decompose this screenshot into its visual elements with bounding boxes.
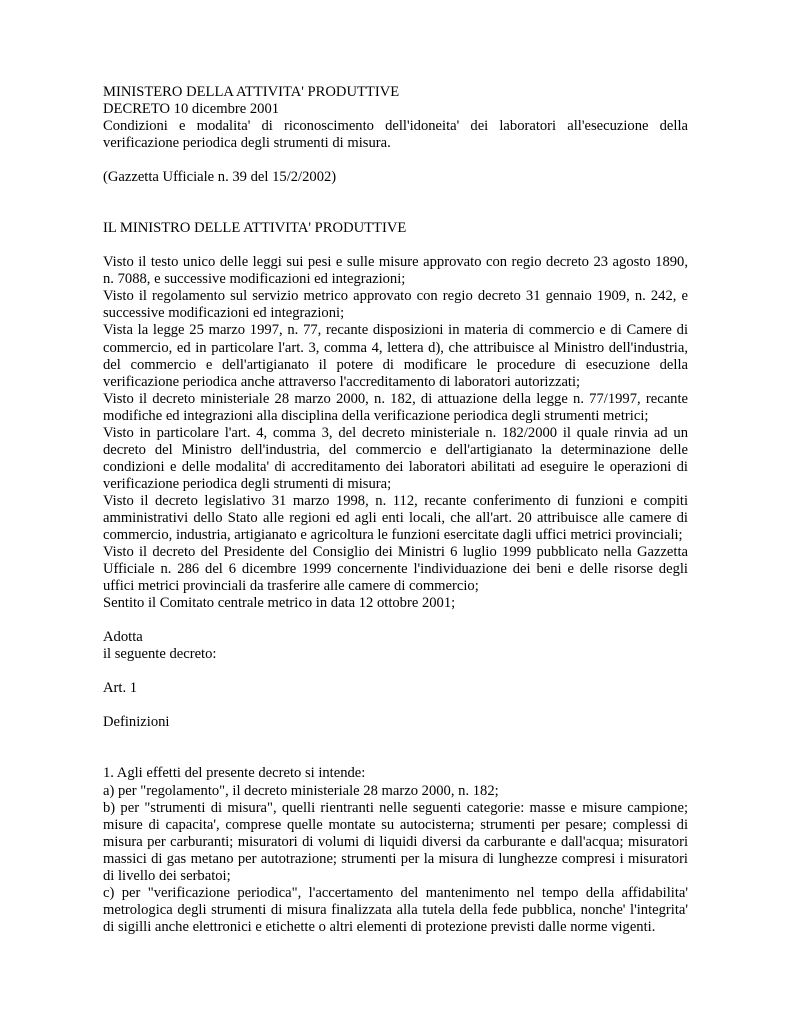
issuer-heading: IL MINISTRO DELLE ATTIVITA' PRODUTTIVE: [103, 220, 407, 237]
preamble-paragraph: Visto il decreto del Presidente del Consiglio dei Ministri 6 luglio 1999 pubblicato nella Gazzetta Ufficiale n. 286 del 6 dicembre 1999 concernente l'individuazione dei beni e delle risorse degli uffici metrici provinciali da trasferire alle camere di commercio;: [103, 544, 688, 595]
following-decree-text: il seguente decreto:: [103, 646, 217, 663]
preamble-paragraph: Sentito il Comitato centrale metrico in data 12 ottobre 2001;: [103, 595, 456, 612]
decree-date: DECRETO 10 dicembre 2001: [103, 101, 280, 118]
preamble-paragraph: Visto il decreto legislativo 31 marzo 1998, n. 112, recante conferimento di funzioni e compiti amministrativi dello Stato alle regioni ed agli enti locali, che all'art. 20 attribuisce alle camere di commercio, industria, artigianato e agricoltura le funzioni esercitate dagli uffici metrici provinciali;: [103, 492, 688, 544]
gazette-reference: (Gazzetta Ufficiale n. 39 del 15/2/2002): [103, 169, 337, 186]
article-intro: 1. Agli effetti del presente decreto si intende:: [103, 765, 366, 782]
article-title: Definizioni: [103, 714, 170, 731]
decree-subject: Condizioni e modalita' di riconoscimento dell'idoneita' dei laboratori all'esecuzione della verificazione periodica degli strumenti di misura.: [103, 118, 688, 152]
adopts-text: Adotta: [103, 629, 143, 646]
document-page: [103, 84, 688, 936]
definition-item: a) per "regolamento", il decreto ministeriale 28 marzo 2000, n. 182;: [103, 782, 499, 799]
preamble-paragraph: Visto il decreto ministeriale 28 marzo 2000, n. 182, di attuazione della legge n. 77/1997, recante modifiche ed integrazioni alla disciplina della verificazione periodica degli strumenti metrici;: [103, 390, 688, 424]
definition-item: c) per "verificazione periodica", l'accertamento del mantenimento nel tempo della affidabilita' metrologica degli strumenti di misura finalizzata alla tutela della fede pubblica, nonche' l'integrita' di sigilli anche elettronici e etichette o altri elementi di protezione previsti dalle norme vigenti.: [103, 884, 688, 935]
preamble-paragraph: Visto in particolare l'art. 4, comma 3, del decreto ministeriale n. 182/2000 il quale rinvia ad un decreto del Ministro dell'industria, del commercio e dell'artigianato la determinazione delle condizioni e delle modalita' di accreditamento dei laboratori abilitati ad eseguire le operazioni di verificazione periodica degli strumenti di misura;: [103, 424, 688, 492]
preamble-paragraph: Vista la legge 25 marzo 1997, n. 77, recante disposizioni in materia di commercio e di Camere di commercio, ed in particolare l'art. 3, comma 4, lettera d), che attribuisce al Ministro dell'industria, del commercio e dell'artigianato il potere di modificare le procedure di esecuzione della verificazione periodica anche attraverso l'accreditamento di laboratori autorizzati;: [103, 322, 688, 390]
ministry-heading: MINISTERO DELLA ATTIVITA' PRODUTTIVE: [103, 84, 400, 100]
definition-item: b) per "strumenti di misura", quelli rientranti nelle seguenti categorie: masse e misure campione; misure di capacita', comprese quelle montate su autocisterna; strumenti per pesare; complessi di misura per carburanti; misuratori di volumi di liquidi diversi da carburante e dall'acqua; misuratori massici di gas metano per autotrazione; strumenti per la misura di lunghezze compresi i misuratori di livello dei serbatoi;: [103, 799, 688, 884]
preamble-paragraph: Visto il testo unico delle leggi sui pesi e sulle misure approvato con regio decreto 23 agosto 1890, n. 7088, e successive modificazioni ed integrazioni;: [103, 254, 688, 288]
preamble-paragraph: Visto il regolamento sul servizio metrico approvato con regio decreto 31 gennaio 1909, n. 242, e successive modificazioni ed integrazioni;: [103, 288, 688, 322]
article-number: Art. 1: [103, 680, 138, 697]
